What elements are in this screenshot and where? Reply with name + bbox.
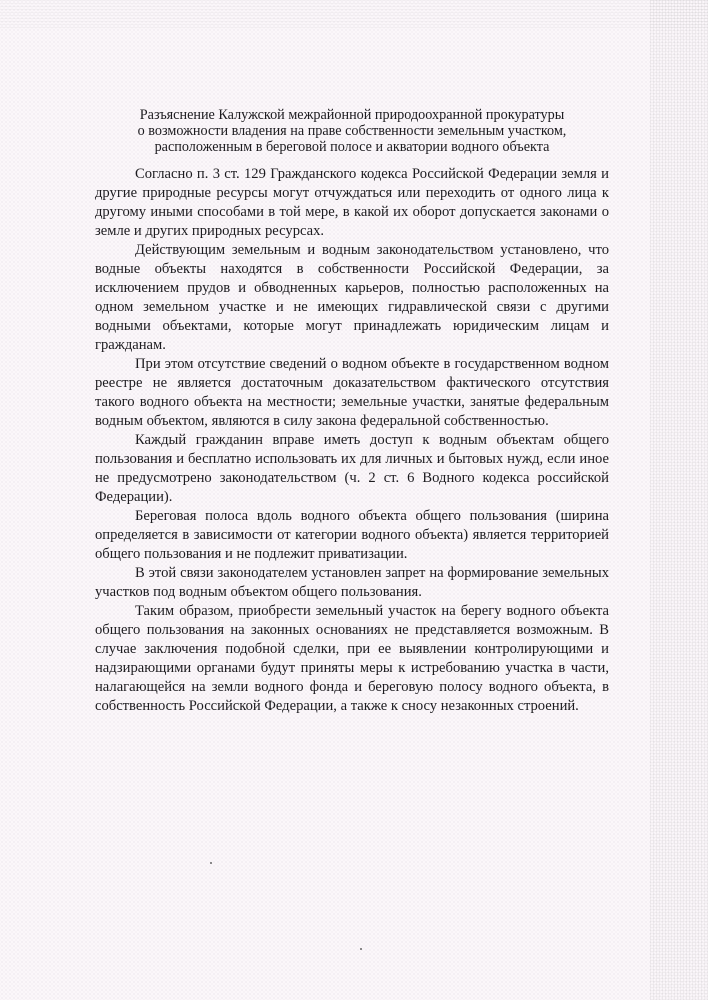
paragraph-7: Таким образом, приобрести земельный участок на берегу водного объекта общего пользования на законных основаниях не представляется возможным. В случае заключения подобной сделки, при ее выявлении контролирующими и надзирающими органами будут приняты меры к истребованию участка в части, налагающейся на земли водного фонда и береговую полосу водного объекта, в собственность Российской Федерации, а также к сносу незаконных строений. xyxy=(95,603,609,714)
scan-shading-right xyxy=(650,0,708,1000)
scan-speck xyxy=(210,862,212,864)
document-body xyxy=(95,107,609,716)
paragraph-3: При этом отсутствие сведений о водном объекте в государственном водном реестре не является достаточным доказательством фактического отсутствия такого водного объекта на местности; земельные участки, занятые федеральным водным объектом, являются в силу закона федеральной собственностью. xyxy=(95,356,609,429)
document-title xyxy=(95,107,609,155)
title-line-3: расположенным в береговой полосе и акватории водного объекта xyxy=(154,139,550,155)
paragraph-5: Береговая полоса вдоль водного объекта общего пользования (ширина определяется в зависимости от категории водного объекта) является территорией общего пользования и не подлежит приватизации. xyxy=(95,508,609,562)
scan-speck xyxy=(360,948,362,950)
title-line-2: о возможности владения на праве собственности земельным участком, xyxy=(137,123,567,139)
paragraph-4: Каждый гражданин вправе иметь доступ к водным объектам общего пользования и бесплатно использовать их для личных и бытовых нужд, если иное не предусмотрено законодательством (ч. 2 ст. 6 Водного кодекса российской Федерации). xyxy=(95,432,609,505)
title-line-1: Разъяснение Калужской межрайонной природоохранной прокуратуры xyxy=(139,107,565,123)
paragraph-2: Действующим земельным и водным законодательством установлено, что водные объекты находятся в собственности Российской Федерации, за исключением прудов и обводненных карьеров, полностью расположенных на одном земельном участке и не имеющих гидравлической связи с другими водными объектами, которые могут принадлежать юридическим лицам и гражданам. xyxy=(95,242,609,353)
paragraph-1: Согласно п. 3 ст. 129 Гражданского кодекса Российской Федерации земля и другие природные ресурсы могут отчуждаться или переходить от одного лица к другому иными способами в той мере, в какой их оборот допускается законами о земле и других природных ресурсах. xyxy=(95,166,609,239)
scan-shading-top xyxy=(0,0,708,28)
paragraph-6: В этой связи законодателем установлен запрет на формирование земельных участков под водным объектом общего пользования. xyxy=(95,565,609,600)
